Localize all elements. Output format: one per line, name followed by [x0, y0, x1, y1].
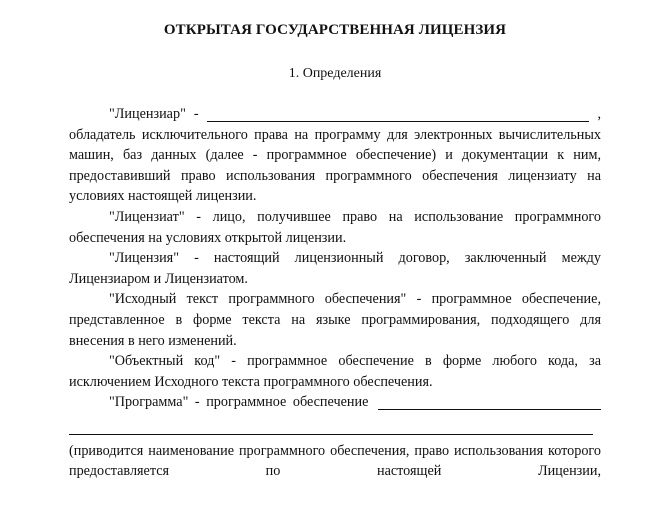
- licensor-comma: ,: [597, 106, 601, 122]
- section-title: 1. Определения: [288, 66, 382, 81]
- paragraph-source-code: "Исходный текст программного обеспечения" - программное обеспечение, представленное в форме текста на языке программирования, подходящего для внесения в него изменений.: [69, 291, 601, 349]
- paragraph-program-continuation: (приводится наименование программного обеспечения, право использования которого предоставляется по настоящей Лицензии,: [69, 442, 601, 480]
- licensor-term: "Лицензиар": [109, 106, 186, 122]
- paragraph-licensor-body: обладатель исключительного права на программу для электронных вычислительных машин, баз данных (далее - программное обеспечение) и документации к ним, предоставивший право использования программного обеспечения лицензиату на условиях настоящей лицензии.: [69, 126, 601, 205]
- licensor-name-blank: [207, 106, 590, 122]
- paragraph-program-head: [69, 392, 601, 413]
- document-body: [69, 104, 601, 482]
- program-name-blank: [378, 394, 601, 410]
- document-title: ОТКРЫТАЯ ГОСУДАРСТВЕННАЯ ЛИЦЕНЗИЯ: [163, 22, 507, 38]
- program-name-blank-line: [69, 413, 593, 435]
- paragraph-object-code: "Объектный код" - программное обеспечение в форме любого кода, за исключением Исходного текста программного обеспечения.: [69, 353, 601, 390]
- paragraph-license: "Лицензия" - настоящий лицензионный договор, заключенный между Лицензиаром и Лицензиатом.: [69, 250, 601, 287]
- licensor-dash: -: [193, 106, 199, 122]
- document-page: [69, 14, 601, 482]
- paragraph-licensee: "Лицензиат" - лицо, получившее право на использование программного обеспечения на условиях открытой лицензии.: [69, 208, 601, 246]
- paragraph-licensor-head: [69, 104, 601, 125]
- program-term: "Программа" - программное обеспечение: [109, 394, 369, 411]
